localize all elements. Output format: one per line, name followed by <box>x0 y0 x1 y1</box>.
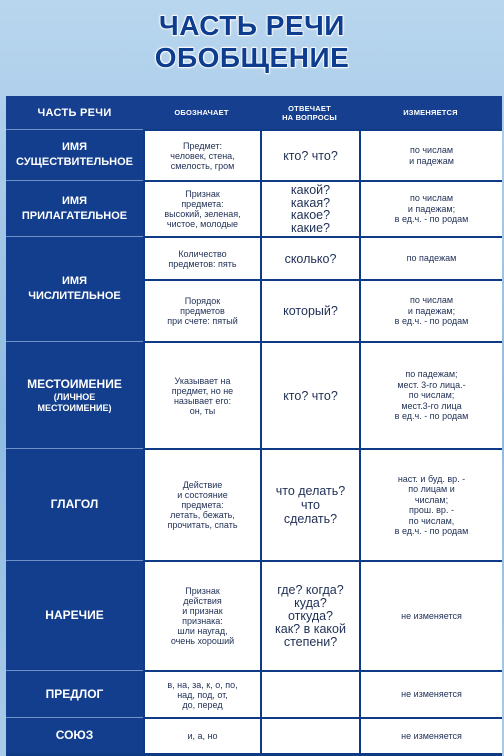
changes-cell: не изменяется <box>359 560 502 670</box>
means-cell: Признак действия и признак признака: шли наугад, очень хороший <box>143 560 260 670</box>
answers-cell: сколько? <box>260 236 359 279</box>
part-subname: (ЛИЧНОЕ МЕСТОИМЕНИЕ) <box>37 391 112 413</box>
part-adjective <box>6 180 143 236</box>
means-cell: Количество предметов: пять <box>143 236 260 279</box>
part-name: ИМЯ ПРИЛАГАТЕЛЬНОЕ <box>21 194 128 222</box>
part-conjunction <box>6 717 143 753</box>
poster-title: ЧАСТЬ РЕЧИ <box>159 10 345 41</box>
answers-cell <box>260 717 359 753</box>
part-name: МЕСТОИМЕНИЕ <box>27 376 122 391</box>
part-name: НАРЕЧИЕ <box>45 608 104 622</box>
part-name: ГЛАГОЛ <box>50 497 99 511</box>
answers-cell <box>260 670 359 717</box>
changes-cell: по падежам; мест. 3-го лица.- по числам; мест.3-го лица в ед.ч. - по родам <box>359 341 502 448</box>
part-pronoun <box>6 341 143 448</box>
changes-cell: наст. и буд. вр. - по лицам и числам; прош. вр. - по числам, в ед.ч. - по родам <box>359 448 502 560</box>
changes-cell: не изменяется <box>359 670 502 717</box>
changes-cell: по числам и падежам <box>359 129 502 180</box>
changes-cell: не изменяется <box>359 717 502 753</box>
means-cell: и, а, но <box>143 717 260 753</box>
part-name: ИМЯ ЧИСЛИТЕЛЬНОЕ <box>28 275 121 302</box>
header-means: ОБОЗНАЧАЕТ <box>143 96 260 129</box>
answers-cell: где? когда? куда? откуда? как? в какой степени? <box>260 560 359 670</box>
answers-cell: кто? что? <box>260 341 359 448</box>
answers-cell: который? <box>260 279 359 341</box>
part-name: ПРЕДЛОГ <box>45 686 104 701</box>
means-cell: Признак предмета: высокий, зеленая, чистое, молодые <box>143 180 260 236</box>
changes-cell: по числам и падежам; в ед.ч. - по родам <box>359 279 502 341</box>
header-part-of-speech: ЧАСТЬ РЕЧИ <box>6 96 143 129</box>
part-name: ИМЯ СУЩЕСТВИТЕЛЬНОЕ <box>16 141 133 168</box>
means-cell: Действие и состояние предмета: летать, бежать, прочитать, спать <box>143 448 260 560</box>
poster-subtitle: ОБОБЩЕНИЕ <box>154 42 350 73</box>
header-answers: ОТВЕЧАЕТ НА ВОПРОСЫ <box>260 96 359 129</box>
part-adverb <box>6 560 143 670</box>
means-cell: Предмет: человек, стена, смелость, гром <box>143 129 260 180</box>
changes-cell: по числам и падежам; в ед.ч. - по родам <box>359 180 502 236</box>
means-cell: Порядок предметов при счете: пятый <box>143 279 260 341</box>
means-cell: Указывает на предмет, но не называет его: он, ты <box>143 341 260 448</box>
part-noun <box>6 129 143 180</box>
part-preposition <box>6 670 143 717</box>
part-name: СОЮЗ <box>55 728 94 742</box>
changes-cell: по падежам <box>359 236 502 279</box>
answers-cell: какой? какая? какое? какие? <box>260 180 359 236</box>
parts-of-speech-table <box>6 96 502 756</box>
answers-cell: что делать? что сделать? <box>260 448 359 560</box>
header-changes: ИЗМЕНЯЕТСЯ <box>359 96 502 129</box>
means-cell: в, на, за, к, о, по, над, под, от, до, перед <box>143 670 260 717</box>
part-numeral <box>6 236 143 341</box>
answers-cell: кто? что? <box>260 129 359 180</box>
part-verb <box>6 448 143 560</box>
